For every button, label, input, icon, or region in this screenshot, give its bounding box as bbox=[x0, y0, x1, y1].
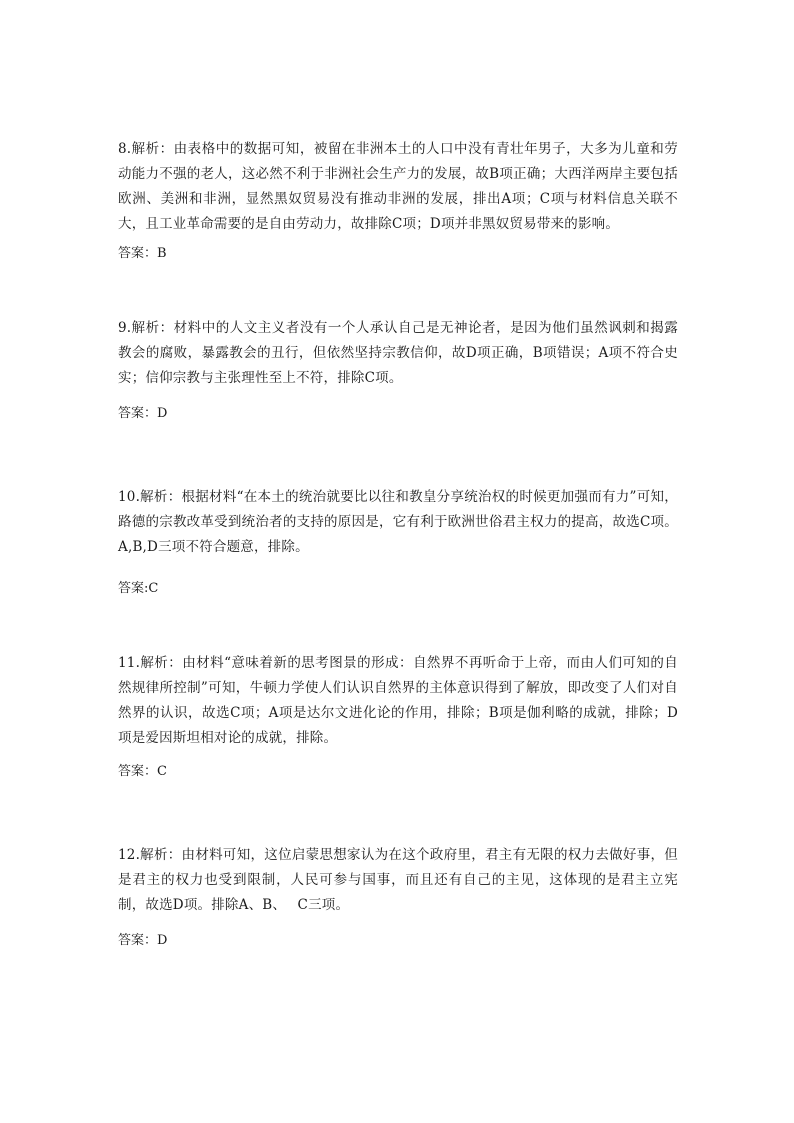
answer-text: 答案：D bbox=[118, 933, 168, 948]
analysis-text: 10.解析：根据材料“在本土的统治就要比以往和教皇分享统治权的时候更加强而有力”可知，路德的宗教改革受到统治者的支持的原因是，它有利于欧洲世俗君主权力的提高，故选C项。A,B,D三项不符合题意，排除。 bbox=[118, 489, 678, 555]
answer-text: 答案：B bbox=[118, 246, 167, 261]
analysis-text: 11.解析：由材料“意味着新的思考图景的形成：自然界不再听命于上帝，而由人们可知的自然规律所控制”可知，牛顿力学使人们认识自然界的主体意识得到了解放，即改变了人们对自然界的认识，故选C项；A项是达尔文进化论的作用，排除；B项是伽利略的成就，排除；D项是爱因斯坦相对论的成就，排除。 bbox=[118, 655, 678, 746]
answer-text: 答案：D bbox=[118, 406, 168, 421]
answer-text: 答案:C bbox=[118, 581, 159, 596]
analysis-item-11 bbox=[118, 651, 678, 751]
analysis-text: 8.解析：由表格中的数据可知，被留在非洲本土的人口中没有青壮年男子，大多为儿童和劳动能力不强的老人，这必然不利于非洲社会生产力的发展，故B项正确；大西洋两岸主要包括欧洲、美洲和非洲，显然黑奴贸易没有推动非洲的发展，排出A项；C项与材料信息关联不大，且工业革命需要的是自由劳动力，故排除C项；D项并非黑奴贸易带来的影响。 bbox=[118, 141, 678, 232]
answer-text: 答案：C bbox=[118, 764, 167, 779]
analysis-item-9 bbox=[118, 316, 678, 391]
analysis-item-12 bbox=[118, 843, 678, 918]
analysis-text: 9.解析：材料中的人文主义者没有一个人承认自己是无神论者，是因为他们虽然讽刺和揭露教会的腐败，暴露教会的丑行，但依然坚持宗教信仰，故D项正确，B项错误；A项不符合史实；信仰宗教与主张理性至上不符，排除C项。 bbox=[118, 320, 678, 386]
analysis-item-8 bbox=[118, 137, 678, 237]
analysis-item-10 bbox=[118, 485, 678, 560]
analysis-text: 12.解析：由材料可知，这位启蒙思想家认为在这个政府里，君主有无限的权力去做好事，但是君主的权力也受到限制，人民可参与国事，而且还有自己的主见，这体现的是君主立宪制，故选D项。排除A、B、 C三项。 bbox=[118, 847, 678, 913]
